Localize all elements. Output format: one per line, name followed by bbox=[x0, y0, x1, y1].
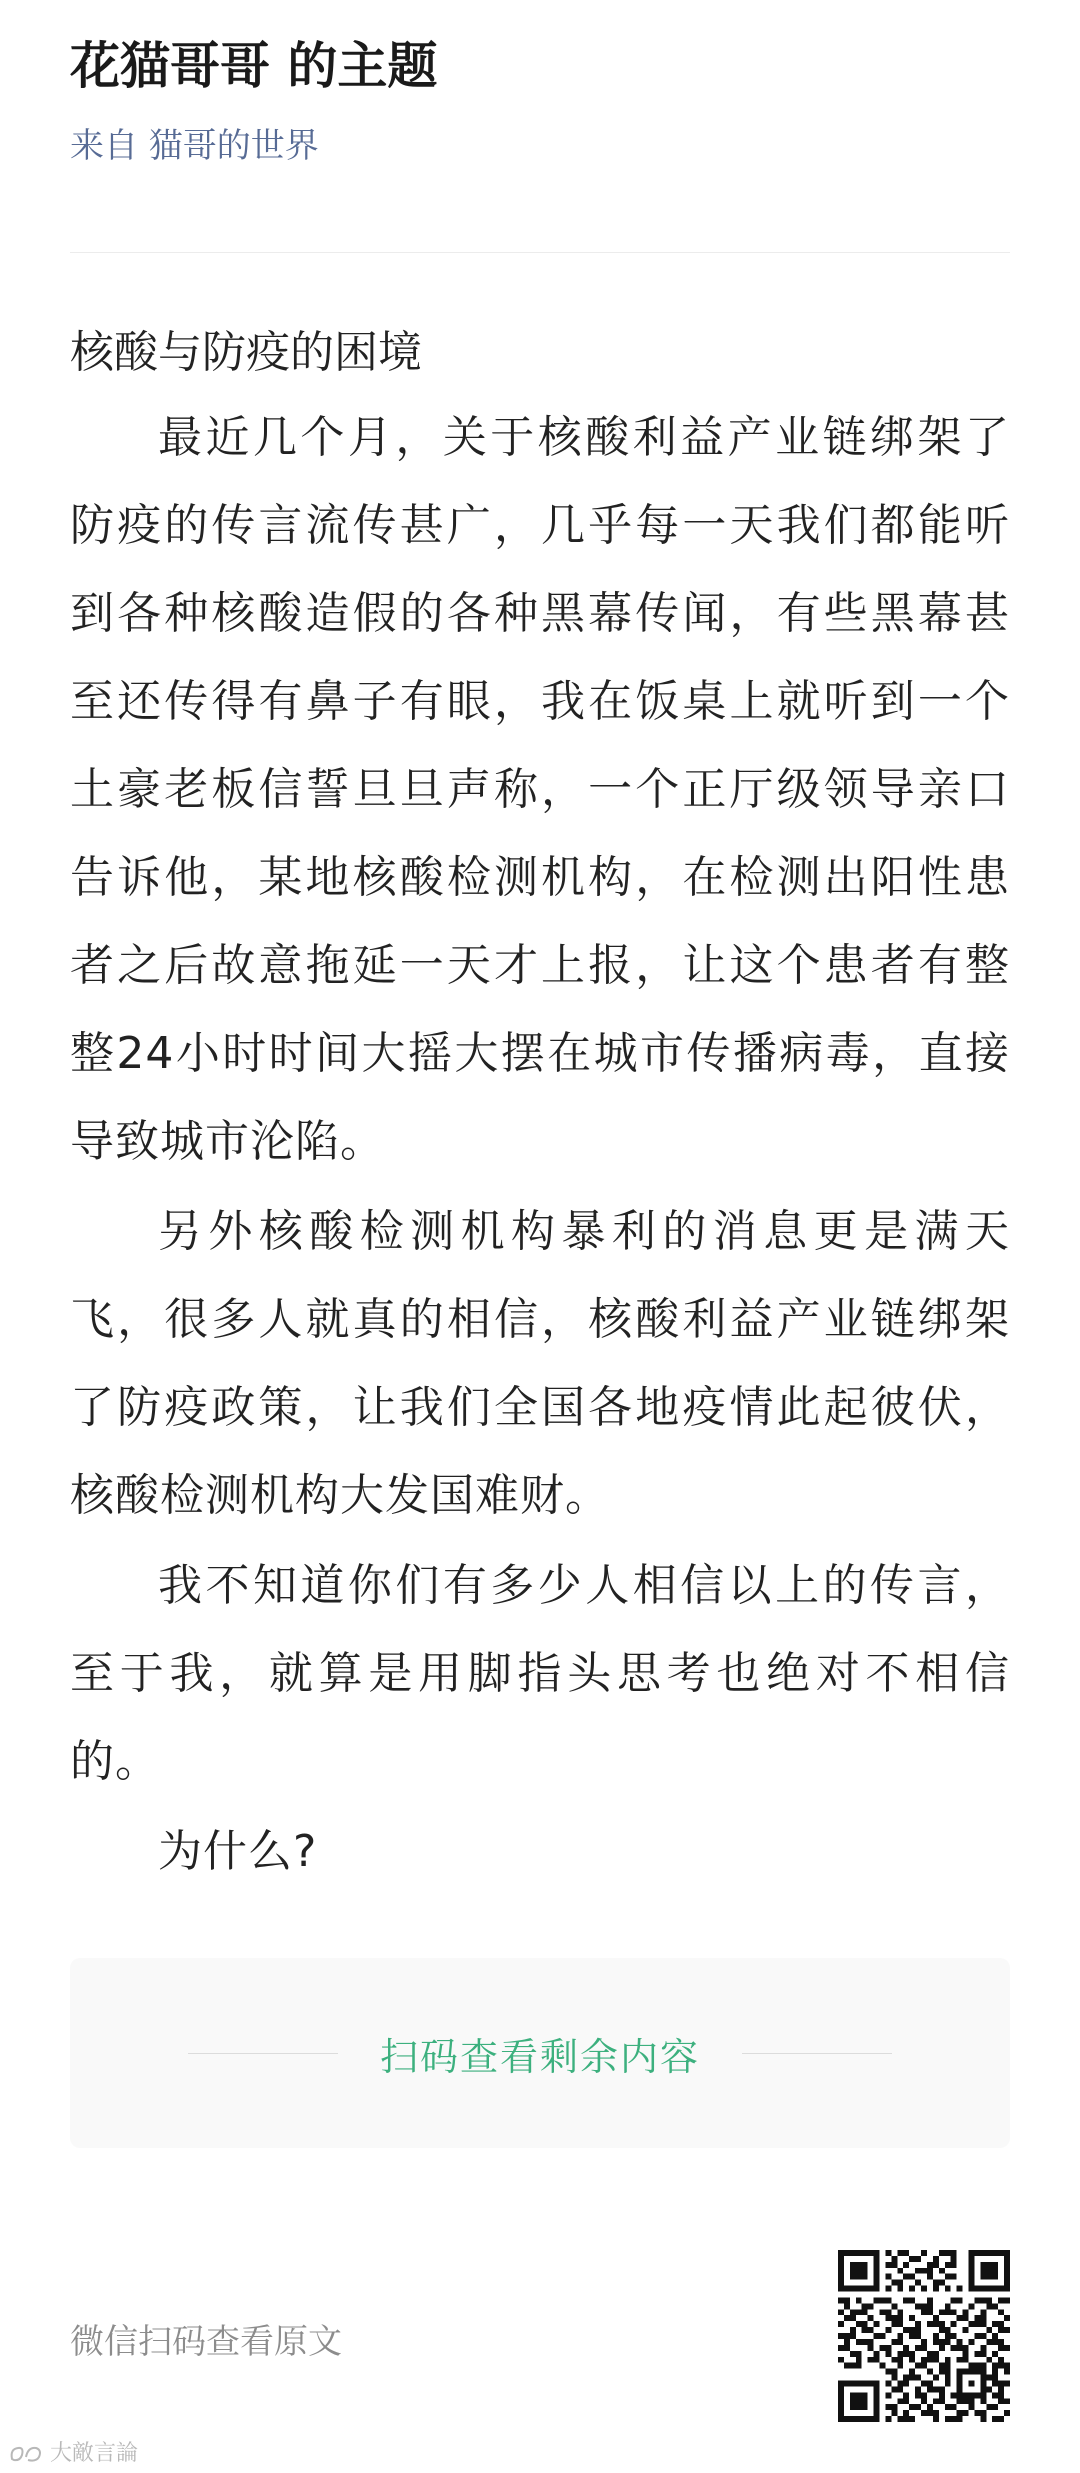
qr-code-icon[interactable] bbox=[838, 2250, 1010, 2422]
watermark-logo-icon bbox=[8, 2443, 44, 2465]
scan-to-read-more-button[interactable]: 扫码查看剩余内容 bbox=[379, 2034, 700, 2079]
source-account-link[interactable]: 来自 猫哥的世界 bbox=[70, 126, 319, 166]
scan-to-read-more-inner bbox=[70, 1958, 1010, 2148]
page-title: 花猫哥哥 的主题 bbox=[70, 37, 438, 95]
article-paragraph: 另外核酸检测机构暴利的消息更是满天飞，很多人就真的相信，核酸利益产业链绑架了防疫政策，让我们全国各地疫情此起彼伏，核酸检测机构大发国难财。 bbox=[70, 1206, 1010, 1521]
watermark bbox=[8, 2440, 138, 2468]
scan-original-label: 微信扫码查看原文 bbox=[70, 2322, 342, 2362]
scan-to-read-more-panel[interactable] bbox=[70, 1958, 1010, 2148]
header-divider bbox=[70, 252, 1010, 253]
header bbox=[70, 30, 1010, 168]
cta-divider-right bbox=[742, 2053, 892, 2054]
article-body bbox=[70, 318, 1010, 1896]
watermark-label: 大敵言論 bbox=[50, 2441, 139, 2466]
article-heading: 核酸与防疫的困境 bbox=[70, 327, 422, 378]
cta-divider-left bbox=[188, 2053, 338, 2054]
article-paragraph: 最近几个月，关于核酸利益产业链绑架了防疫的传言流传甚广，几乎每一天我们都能听到各种核酸造假的各种黑幕传闻，有些黑幕甚至还传得有鼻子有眼，我在饭桌上就听到一个土豪老板信誓旦旦声称，一个正厅级领导亲口告诉他，某地核酸检测机构，在检测出阳性患者之后故意拖延一天才上报，让这个患者有整整24小时时间大摇大摆在城市传播病毒，直接导致城市沦陷。 bbox=[70, 412, 1010, 1167]
article-paragraph: 为什么? bbox=[158, 1826, 318, 1877]
article-paragraph: 我不知道你们有多少人相信以上的传言，至于我，就算是用脚指头思考也绝对不相信的。 bbox=[70, 1560, 1010, 1787]
